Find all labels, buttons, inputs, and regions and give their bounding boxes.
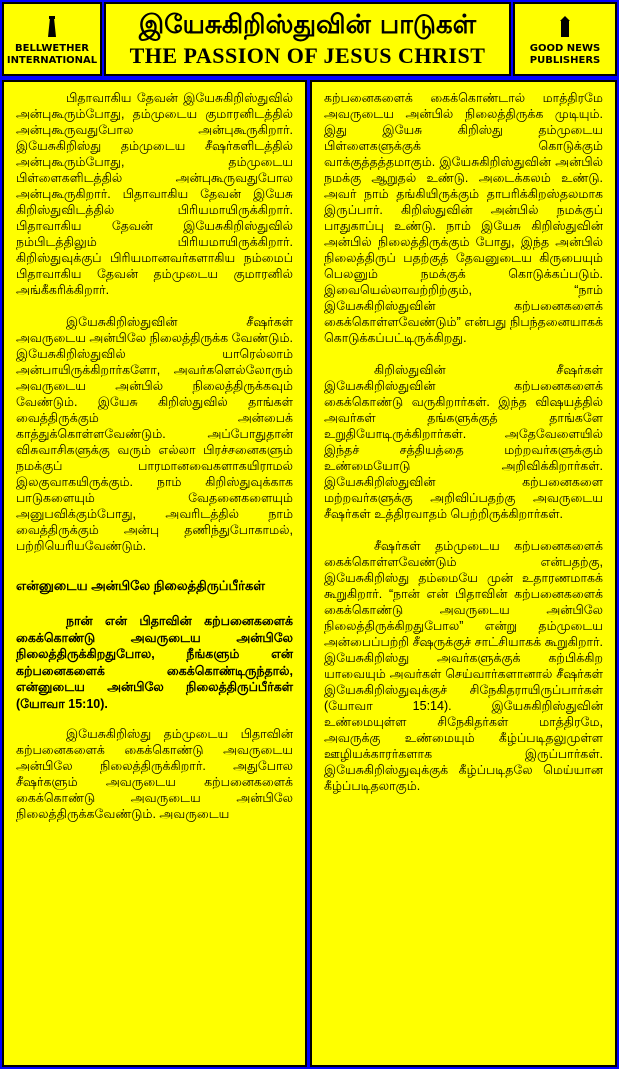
left-paragraph-1: பிதாவாகிய தேவன் இயேசுகிறிஸ்துவில் அன்புகூரும்போது, தம்முடைய குமாரனிடத்தில் அன்புகூருவதுபோல அன்புகூருகிறார். இயேசுகிறிஸ்து தம்முடைய சீஷர்களிடத்தில் அன்புகூரும்போது, தம்முடைய பிள்ளைகளிடத்தில் அன்புகூருவதுபோல அன்புகூருகிறார். பிதாவாகிய தேவன் இயேசு கிறிஸ்துவிடத்தில் பிரியமாயிருக்கிறார். பிதாவாகிய தேவன் இயேசுகிறிஸ்துவில் நம்பிடத்திலும் பிரியமாயிருக்கிறார். கிறிஸ்துவுக்குப் பிரியமானவர்களாகிய நம்மைப் பிதாவாகிய தேவன் தம்முடைய குமாரனில் அங்கீகரிக்கிறார். bbox=[16, 91, 293, 297]
left-paragraph-3: இயேசுகிறிஸ்து தம்முடைய பிதாவின் கற்பனைகளைக் கைக்கொண்டு அவருடைய அன்பிலே நிலைத்திருக்கிறார். அதுபோல சீஷர்களும் அவருடைய கற்பனைகளைக் கைக்கொண்டு அவருடைய அன்பிலே நிலைத்திருக்கவேண்டும். அவருடைய bbox=[16, 727, 293, 821]
left-logo-text: BELLWETHER INTERNATIONAL bbox=[6, 43, 98, 66]
page-title-english: THE PASSION OF JESUS CHRIST bbox=[129, 43, 486, 68]
tower-icon bbox=[515, 16, 615, 41]
right-logo-text: GOOD NEWS PUBLISHERS bbox=[529, 43, 601, 66]
left-logo-box bbox=[2, 2, 102, 76]
title-box bbox=[104, 2, 511, 76]
right-paragraph-2: கிறிஸ்துவின் சீஷர்கள் இயேசுகிறிஸ்துவின் கற்பனைகளைக் கைக்கொண்டு வருகிறார்கள். இந்த விஷயத்தில் அவர்கள் தங்களுக்குத் தாங்களே உறுதியோடிருக்கிறார்கள். அதேவேளையில் இந்தச் சத்தியத்தை மற்றவர்களுக்கும் உண்மையோடு அறிவிக்கிறார்கள். இயேசுகிறிஸ்துவின் கற்பனைகளை மற்றவர்களுக்கு அறிவிப்பதற்கு அவருடைய சீஷர்கள் உத்திரவாதம் பெற்றிருக்கிறார்கள். bbox=[324, 363, 603, 521]
left-paragraph-2: இயேசுகிறிஸ்துவின் சீஷர்கள் அவருடைய அன்பிலே நிலைத்திருக்க வேண்டும். இயேசுகிறிஸ்துவில் யாரெல்லாம் அன்பாயிருக்கிறார்களோ, அவர்களெல்லோரும் அவருடைய அன்பில் நிலைத்திருக்கவும் வேண்டும். இயேசு கிறிஸ்துவில் தாங்கள் வைத்திருக்கும் அன்பைக் காத்துக்கொள்ளவேண்டும். அப்போதுதான் விசுவாசிகளுக்கு வரும் எல்லா பிரச்சனைகளும் நமக்குப் பாரமானவைகளாகயிராமல் இலகுவாகயிருக்கும். நாம் கிறிஸ்துவுக்காக பாடுகளையும் வேதனைகளையும் அனுபவிக்கும்போது, அவரிடத்தில் நாம் வைத்திருக்கும் அன்பு தணிந்துபோகாமல், பற்றியெரியவேண்டும். bbox=[16, 315, 293, 553]
bellwether-logo bbox=[4, 4, 100, 67]
bible-verse: நான் என் பிதாவின் கற்பனைகளைக் கைக்கொண்டு அவருடைய அன்பிலே நிலைத்திருக்கிறதுபோல, நீங்களும் என் கற்பனைகளைக் கைக்கொண்டிருந்தால், என்னுடைய அன்பிலே நிலைத்திருப்பீர்கள் (யோவா 15:10). bbox=[16, 614, 293, 711]
right-paragraph-3: சீஷர்கள் தம்முடைய கற்பனைகளைக் கைக்கொள்ளவேண்டும் என்பதற்கு, இயேசுகிறிஸ்து தம்மையே முன் உதாரணமாகக் கூறுகிறார். “நான் என் பிதாவின் கற்பனைகளைக் கைக்கொண்டு அவருடைய அன்பிலே நிலைத்திருக்கிறதுபோல” என்று தம்முடைய அன்பைப்பற்றி சீஷருக்குச் சாட்சியாகக் கூறுகிறார். இயேசுகிறிஸ்து அவர்களுக்குக் கற்பிக்கிற யாவையும் அவர்கள் செய்வார்களானால் சீஷர்கள் இயேசுகிறிஸ்துவுக்குச் சிநேகிதராயிருப்பார்கள் (யோவா 15:14). இயேசுகிறிஸ்துவின் உண்மையுள்ள சிநேகிதர்கள் மாத்திரமே, அவருக்கு உண்மையும் கீழ்ப்படிதலுமுள்ள ஊழியக்காரர்களாக இருப்பார்கள். இயேசுகிறிஸ்துவுக்குக் கீழ்ப்படிதலே மெய்யான கீழ்ப்படிதலாகும். bbox=[324, 539, 603, 793]
left-column bbox=[2, 80, 307, 1067]
right-column bbox=[310, 80, 617, 1067]
page-title-tamil: இயேசுகிறிஸ்துவின் பாடுகள் bbox=[138, 10, 477, 40]
section-heading: என்னுடைய அன்பிலே நிலைத்திருப்பீர்கள் bbox=[16, 578, 265, 593]
lighthouse-icon bbox=[4, 16, 100, 41]
right-paragraph-1: கற்பனைகளைக் கைக்கொண்டால் மாத்திரமே அவருடைய அன்பில் நிலைத்திருக்க முடியும். இது இயேசு கிறிஸ்து தம்முடைய பிள்ளைகளுக்குக் கொடுக்கும் வாக்குத்தத்தமாகும். இயேசுகிறிஸ்துவின் அன்பில் நமக்கு ஆறுதல் உண்டு. அடைக்கலம் உண்டு. அவர் நாம் தங்கியிருக்கும் தாபரிக்கிறஸ்தலமாக இருப்பார். கிறிஸ்துவின் அன்பில் நமக்குப் பாதுகாப்பு உண்டு. நாம் இயேசு கிறிஸ்துவின் அன்பில் நிலைத்திருக்கும் போது, இந்த அன்பில் நிலைத்திருப் பதற்குத் தேவனுடைய கிருபையும் பெலனும் நமக்குக் கொடுக்கப்படும். இவையெல்லாவற்றிற்கும், “நாம் இயேசுகிறிஸ்துவின் கற்பனைகளைக் கைக்கொள்ளவேண்டும்” என்பது நிபந்தனையாகக் கொடுக்கப்பட்டிருக்கிறது. bbox=[324, 91, 603, 345]
good-news-logo bbox=[515, 4, 615, 67]
right-logo-box bbox=[513, 2, 617, 76]
